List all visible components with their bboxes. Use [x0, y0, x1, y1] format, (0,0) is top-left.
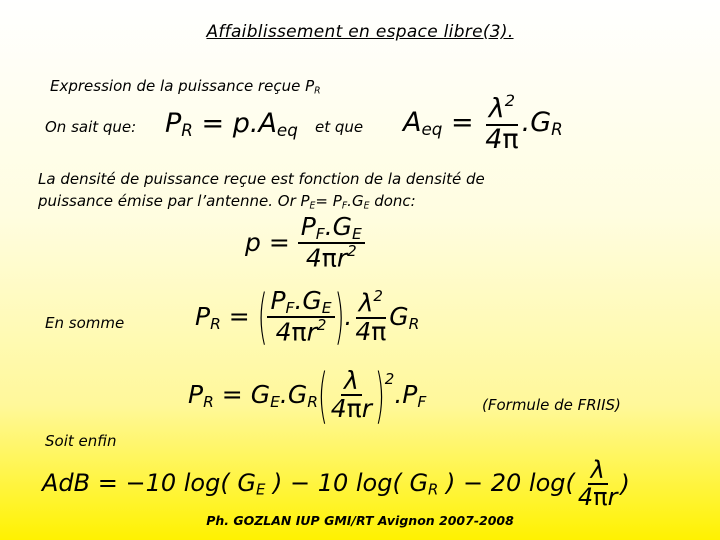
expression-heading — [50, 77, 321, 96]
paragraph-line-1: La densité de puissance reçue est fonction de la densité de — [38, 170, 485, 188]
formula-pr-expanded: $P_R$ = ( $\frac{P_F.G_E}{4\pi r^2}$ ) . $\frac{\lambda^2}{4\pi}$ $G_R$ — [195, 282, 420, 352]
page-title: Affaiblissement en espace libre(3). — [206, 22, 514, 42]
formula-pr-equals-p-aeq: $P_R = p.A_{eq}$ — [165, 108, 298, 141]
paragraph-line-2-part-c: .G — [347, 192, 364, 210]
paragraph — [38, 168, 485, 217]
paragraph-line-2-sub-1: E — [309, 200, 316, 212]
footer-credit: Ph. GOZLAN IUP GMI/RT Avignon 2007-2008 — [206, 513, 514, 528]
en-somme-label: En somme — [45, 314, 125, 332]
formula-aeq: $A_{eq}$ = $\frac{\lambda^2}{4\pi}$ $.G_R$ — [403, 91, 563, 155]
expression-heading-subscript: R — [314, 85, 321, 97]
soit-enfin-label: Soit enfin — [45, 432, 117, 450]
et-que-label: et que — [315, 118, 364, 136]
expression-heading-text: Expression de la puissance reçue P — [50, 77, 315, 95]
formula-friis: $P_R = G_E.G_R$ ( $\frac{\lambda}{4\pi r}$ ) 2 $.P_F$ — [188, 360, 427, 431]
formula-adb: AdB = −10 log( $G_E$ ) − 10 log( $G_R$ ) − 20 log( $\frac{\lambda}{4\pi r}$ ) — [42, 456, 630, 512]
paragraph-line-2-sub-3: E — [363, 200, 370, 212]
paragraph-line-2-part-d: donc: — [369, 192, 416, 210]
friis-label: (Formule de FRIIS) — [482, 396, 621, 414]
paragraph-line-2-part-b: = P — [315, 192, 342, 210]
paragraph-line-2-part-a: puissance émise par l’antenne. Or P — [38, 192, 310, 210]
on-sait-que-label: On sait que: — [45, 118, 137, 136]
paragraph-line-2-sub-2: F — [341, 200, 348, 212]
formula-p-density: p = $\frac{P_F.G_E}{4\pi r^2}$ — [245, 214, 365, 272]
